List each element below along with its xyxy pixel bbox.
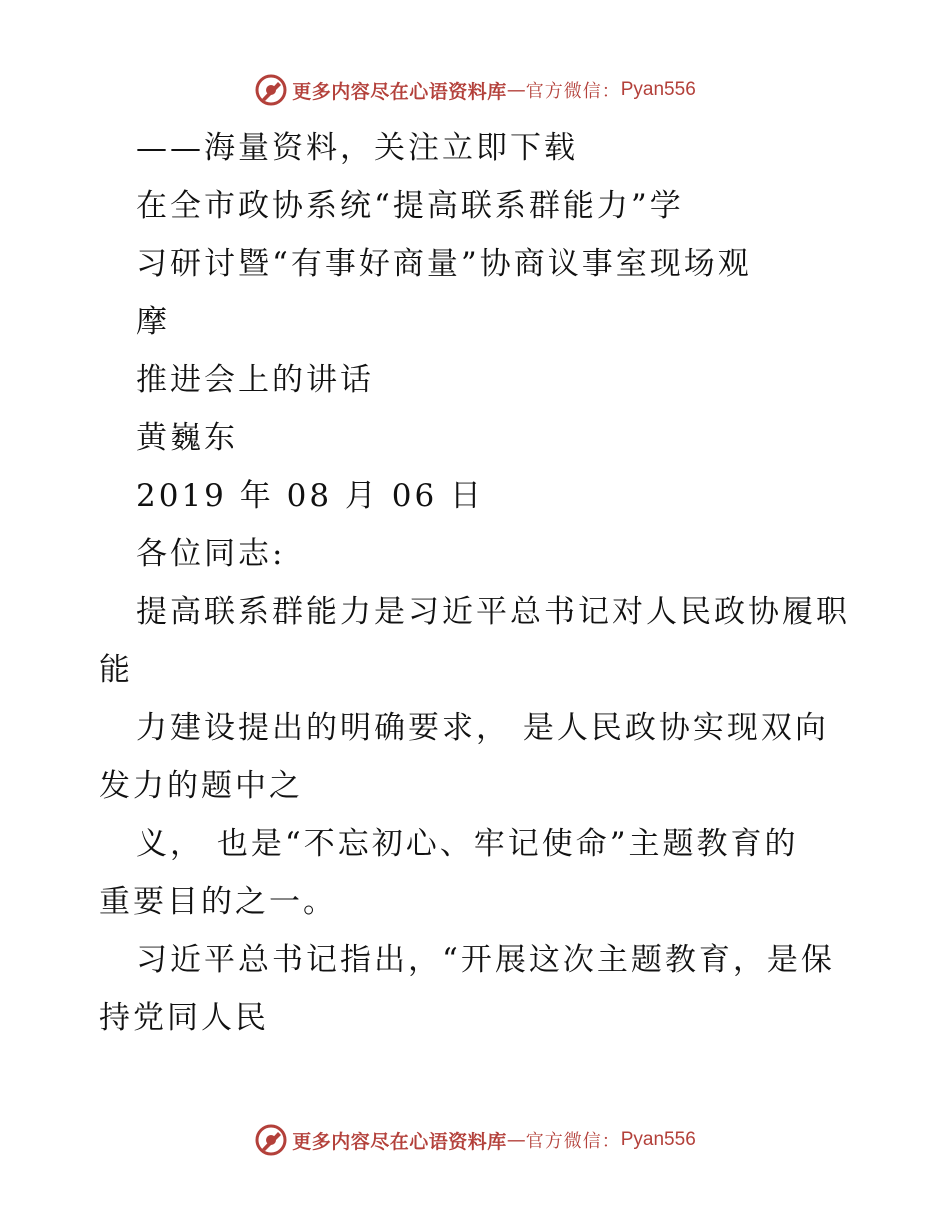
doc-line: 提高联系群能力是习近平总书记对人民政协履职 — [136, 594, 850, 630]
doc-line: ——海量资料，关注立即下载 — [136, 130, 578, 166]
top-watermark-banner — [0, 70, 950, 110]
doc-line: 持党同人民 — [99, 1000, 269, 1036]
doc-line: 义， 也是“不忘初心、牢记使命”主题教育的 — [136, 826, 799, 862]
doc-line: 习研讨暨“有事好商量”协商议事室现场观 — [136, 246, 752, 282]
doc-line: 发力的题中之 — [99, 768, 303, 804]
doc-line: 重要目的之一。 — [99, 884, 337, 920]
doc-line: 能 — [99, 652, 133, 688]
logo-icon — [254, 73, 288, 107]
banner-wechat-label: 官方微信： — [525, 81, 621, 102]
doc-line: 推进会上的讲话 — [136, 362, 374, 398]
banner-separator: — — [506, 79, 526, 101]
doc-line: 在全市政协系统“提高联系群能力”学 — [136, 188, 684, 224]
bottom-watermark-banner — [0, 1120, 950, 1160]
banner-wechat-id: Pyan556 — [620, 1129, 696, 1150]
logo-icon — [254, 1123, 288, 1157]
doc-line: 黄巍东 — [136, 420, 238, 456]
doc-line: 各位同志: — [136, 536, 286, 572]
doc-line: 2019 年 08 月 06 日 — [136, 478, 485, 514]
banner-text: 更多内容尽在心语资料库 — [292, 80, 507, 103]
doc-line: 力建设提出的明确要求， 是人民政协实现双向 — [136, 710, 829, 746]
doc-line: 摩 — [136, 304, 170, 340]
doc-line: 习近平总书记指出，“开展这次主题教育，是保 — [136, 942, 835, 978]
banner-wechat-label: 官方微信： — [525, 1131, 621, 1152]
banner-text: 更多内容尽在心语资料库 — [292, 1130, 507, 1153]
banner-separator: — — [506, 1129, 526, 1151]
banner-wechat-id: Pyan556 — [620, 79, 696, 100]
